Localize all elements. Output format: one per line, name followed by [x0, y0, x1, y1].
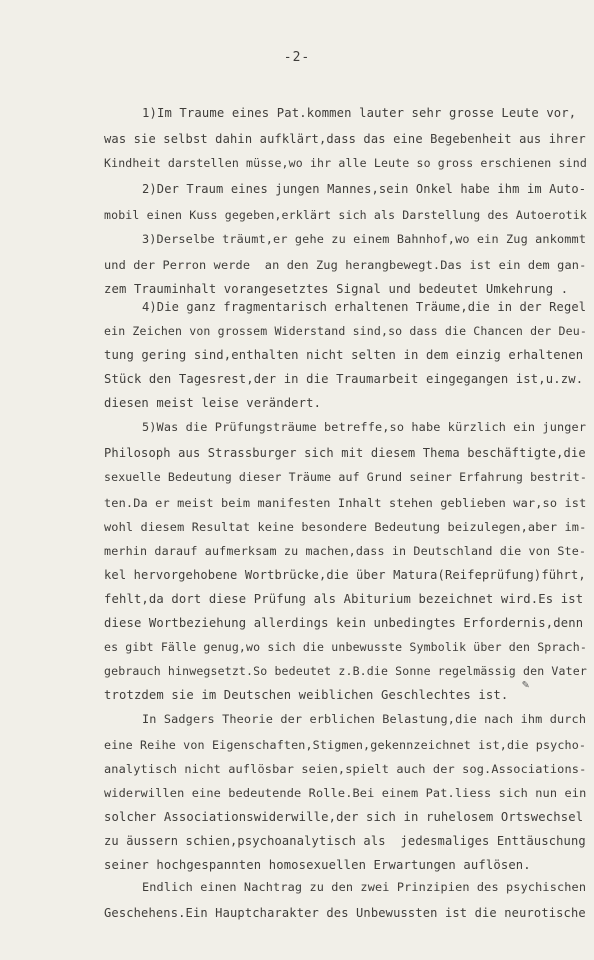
text-line: sexuelle Bedeutung dieser Träume auf Grund seiner Erfahrung bestrit-: [104, 470, 587, 484]
text-line: Geschehens.Ein Hauptcharakter des Unbewussten ist die neurotische: [104, 906, 586, 920]
text-line: trotzdem sie im Deutschen weiblichen Geschlechtes ist.: [104, 688, 509, 702]
text-line: solcher Associationswiderwille,der sich in ruhelosem Ortswechsel: [104, 810, 584, 824]
text-line: fehlt,da dort diese Prüfung als Abiturium bezeichnet wird.Es ist: [104, 592, 584, 606]
handwritten-mark: ✎: [522, 677, 530, 691]
text-line: wohl diesem Resultat keine besondere Bedeutung beizulegen,aber im-: [104, 520, 587, 534]
text-line: widerwillen eine bedeutende Rolle.Bei einem Pat.liess sich nun ein: [104, 786, 587, 800]
text-line: diesen meist leise verändert.: [104, 396, 322, 410]
text-line: ten.Da er meist beim manifesten Inhalt stehen geblieben war,so ist: [104, 496, 587, 510]
page-number: -2-: [283, 50, 311, 65]
text-line: analytisch nicht auflösbar seien,spielt auch der sog.Associations-: [104, 762, 587, 776]
text-line: zu äussern schien,psychoanalytisch als jedesmaliges Enttäuschung: [104, 834, 586, 848]
text-line: In Sadgers Theorie der erblichen Belastung,die nach ihm durch: [142, 712, 587, 726]
text-line: Kindheit darstellen müsse,wo ihr alle Leute so gross erschienen sind: [104, 156, 587, 170]
text-line: merhin darauf aufmerksam zu machen,dass in Deutschland die von Ste-: [104, 544, 587, 558]
text-line: 4)Die ganz fragmentarisch erhaltenen Träume,die in der Regel: [142, 300, 587, 314]
text-line: kel hervorgehobene Wortbrücke,die über Matura(Reifeprüfung)führt,: [104, 568, 586, 582]
text-line: Philosoph aus Strassburger sich mit diesem Thema beschäftigte,die: [104, 446, 586, 460]
text-line: 3)Derselbe träumt,er gehe zu einem Bahnhof,wo ein Zug ankommt: [142, 232, 587, 246]
text-line: gebrauch hinwegsetzt.So bedeutet z.B.die Sonne regelmässig den Vater: [104, 664, 587, 678]
text-line: was sie selbst dahin aufklärt,dass das eine Begebenheit aus ihrer: [104, 132, 586, 146]
text-line: 1)Im Traume eines Pat.kommen lauter sehr grosse Leute vor,: [142, 106, 577, 120]
text-line: tung gering sind,enthalten nicht selten in dem einzig erhaltenen: [104, 348, 584, 362]
text-line: zem Trauminhalt vorangesetztes Signal und bedeutet Umkehrung .: [104, 282, 569, 296]
text-line: und der Perron werde an den Zug herangbewegt.Das ist ein dem gan-: [104, 258, 587, 272]
text-line: 5)Was die Prüfungsträume betreffe,so habe kürzlich ein junger: [142, 420, 587, 434]
text-line: seiner hochgespannten homosexuellen Erwartungen auflösen.: [104, 858, 531, 872]
text-line: mobil einen Kuss gegeben,erklärt sich als Darstellung des Autoerotik: [104, 208, 587, 222]
text-line: 2)Der Traum eines jungen Mannes,sein Onkel habe ihm im Auto-: [142, 182, 587, 196]
text-line: es gibt Fälle genug,wo sich die unbewusste Symbolik über den Sprach-: [104, 640, 587, 654]
text-line: Stück den Tagesrest,der in die Traumarbeit eingegangen ist,u.zw.: [104, 372, 584, 386]
text-line: eine Reihe von Eigenschaften,Stigmen,gekennzeichnet ist,die psycho-: [104, 738, 587, 752]
text-line: Endlich einen Nachtrag zu den zwei Prinzipien des psychischen: [142, 880, 587, 894]
text-line: diese Wortbeziehung allerdings kein unbedingtes Erfordernis,denn: [104, 616, 584, 630]
text-line: ein Zeichen von grossem Widerstand sind,so dass die Chancen der Deu-: [104, 324, 587, 338]
